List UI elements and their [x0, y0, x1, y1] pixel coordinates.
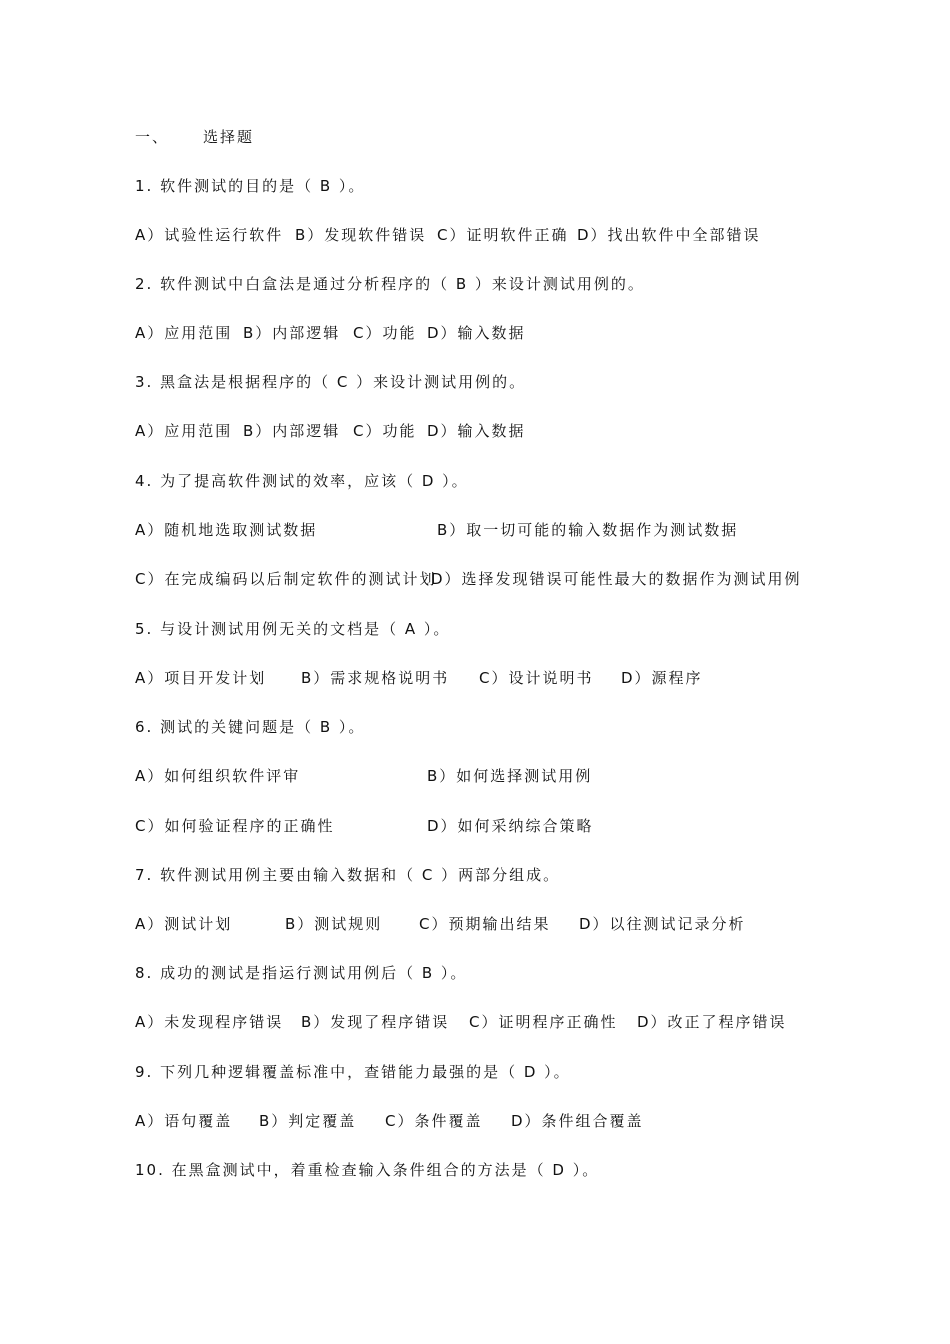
question-3: 3. 黑盒法是根据程序的（ C ）来设计测试用例的。	[135, 373, 527, 391]
question-5: 5. 与设计测试用例无关的文档是（ A ）。	[135, 620, 451, 638]
question-7: 7. 软件测试用例主要由输入数据和（ C ）两部分组成。	[135, 866, 561, 884]
question-4: 4. 为了提高软件测试的效率，应该（ D ）。	[135, 472, 469, 490]
option-a: A）如何组织软件评审	[135, 767, 301, 785]
option-c: C）预期输出结果	[419, 915, 551, 933]
option-d: D）选择发现错误可能性最大的数据作为测试用例	[431, 570, 802, 588]
option-c: C）证明软件正确	[437, 226, 569, 244]
option-d: D）以往测试记录分析	[579, 915, 746, 933]
option-b: B）发现软件错误	[295, 226, 427, 244]
option-c: C）功能	[353, 324, 417, 342]
option-b: B）内部逻辑	[243, 422, 341, 440]
option-b: B）如何选择测试用例	[427, 767, 593, 785]
option-d: D）改正了程序错误	[637, 1013, 787, 1031]
option-d: D）源程序	[621, 669, 703, 687]
option-a: A）应用范围	[135, 422, 233, 440]
option-d: D）输入数据	[427, 324, 526, 342]
option-c: C）功能	[353, 422, 417, 440]
option-a: A）未发现程序错误	[135, 1013, 284, 1031]
question-10: 10. 在黑盒测试中，着重检查输入条件组合的方法是（ D ）。	[135, 1161, 600, 1179]
question-8: 8. 成功的测试是指运行测试用例后（ B ）。	[135, 964, 468, 982]
option-a: A）测试计划	[135, 915, 233, 933]
option-b: B）发现了程序错误	[301, 1013, 450, 1031]
option-a: A）应用范围	[135, 324, 233, 342]
option-a: A）语句覆盖	[135, 1112, 233, 1130]
option-d: D）输入数据	[427, 422, 526, 440]
section-title: 选择题	[203, 128, 255, 146]
option-c: C）证明程序正确性	[469, 1013, 618, 1031]
option-b: B）内部逻辑	[243, 324, 341, 342]
question-2: 2. 软件测试中白盒法是通过分析程序的（ B ）来设计测试用例的。	[135, 275, 645, 293]
option-d: D）找出软件中全部错误	[577, 226, 761, 244]
option-b: B）测试规则	[285, 915, 383, 933]
option-c: C）在完成编码以后制定软件的测试计划	[135, 570, 437, 588]
question-1: 1. 软件测试的目的是（ B ）。	[135, 177, 366, 195]
option-a: A）试验性运行软件	[135, 226, 284, 244]
question-6: 6. 测试的关键问题是（ B ）。	[135, 718, 366, 736]
option-b: B）判定覆盖	[259, 1112, 357, 1130]
section-number: 一、	[135, 128, 170, 146]
option-d: D）如何采纳综合策略	[427, 817, 594, 835]
option-b: B）取一切可能的输入数据作为测试数据	[437, 521, 739, 539]
option-d: D）条件组合覆盖	[511, 1112, 644, 1130]
option-c: C）如何验证程序的正确性	[135, 817, 335, 835]
option-a: A）项目开发计划	[135, 669, 267, 687]
option-b: B）需求规格说明书	[301, 669, 450, 687]
question-9: 9. 下列几种逻辑覆盖标准中，查错能力最强的是（ D ）。	[135, 1063, 571, 1081]
option-c: C）设计说明书	[479, 669, 594, 687]
option-a: A）随机地选取测试数据	[135, 521, 318, 539]
option-c: C）条件覆盖	[385, 1112, 483, 1130]
